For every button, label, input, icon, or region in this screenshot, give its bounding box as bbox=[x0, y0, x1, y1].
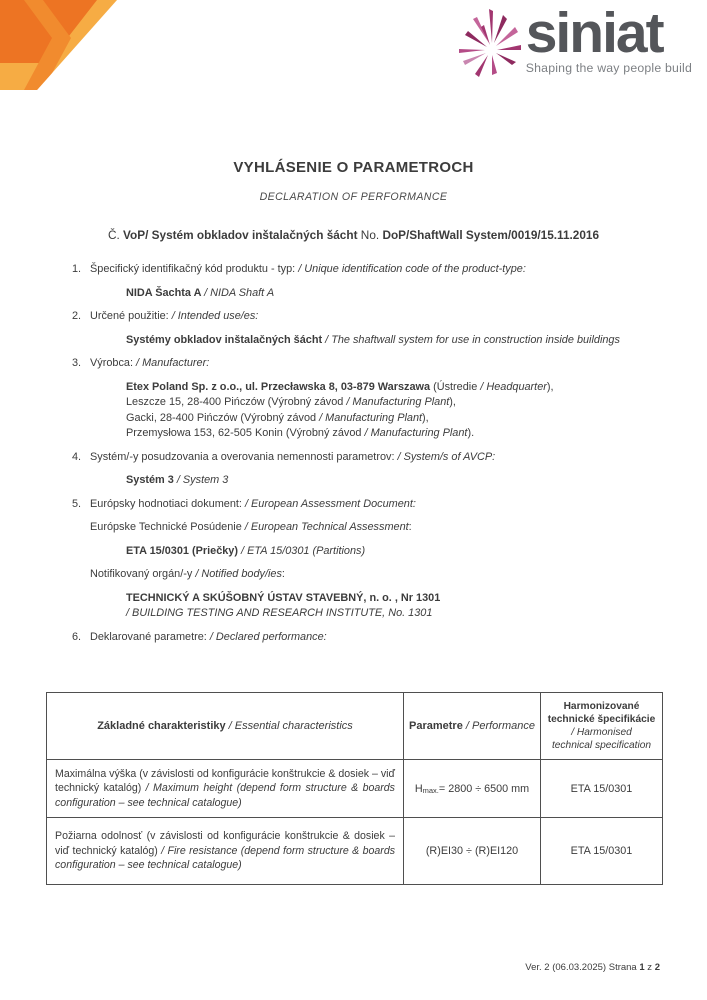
text-segment: / Manufacturer: bbox=[136, 357, 210, 369]
text-segment: Leszcze 15, 28-400 Pińczów (Výrobný závod bbox=[126, 396, 347, 408]
list-item-3 bbox=[72, 356, 667, 372]
text-segment: No. bbox=[360, 228, 383, 242]
text-segment: / Unique identification code of the product-type: bbox=[298, 263, 526, 275]
corner-accent-graphic bbox=[0, 0, 118, 90]
text-segment: technical specification bbox=[551, 740, 652, 752]
address-line bbox=[126, 411, 667, 427]
text-segment: z bbox=[644, 962, 655, 973]
text-segment: / Fire resistance (depend form structure & boards configuration – see technical catalogue) bbox=[55, 844, 396, 872]
text-segment: / Notified body/ies bbox=[195, 568, 282, 580]
brand-text bbox=[525, 1, 692, 75]
list-item-4 bbox=[72, 450, 667, 466]
document-subtitle: DECLARATION OF PERFORMANCE bbox=[259, 191, 448, 203]
table-row-max-height bbox=[47, 760, 663, 818]
text-segment: : bbox=[408, 521, 412, 533]
text-segment: : bbox=[281, 568, 285, 580]
text-segment: Európsky hodnotiaci dokument: bbox=[90, 497, 245, 510]
text-segment: / System/s of AVCP: bbox=[397, 450, 496, 463]
text-segment: Systémy obkladov inštalačných šácht bbox=[126, 333, 326, 346]
text-segment: / Intended use/es: bbox=[171, 310, 259, 322]
notified-body-name-en bbox=[126, 606, 667, 622]
text-segment: Požiarna odolnosť (v závislosti od konfigurácie konštrukcie & dosiek – viď technický katalóg) bbox=[55, 830, 395, 857]
item-label bbox=[90, 309, 258, 325]
col-header-harmonised-spec bbox=[541, 693, 663, 760]
text-segment: Maximálna výška (v závislosti od konfigurácie konštrukcie & dosiek – viď technický katalóg) bbox=[55, 767, 395, 795]
text-segment: Európske Technické Posúdenie bbox=[90, 521, 245, 533]
item-label bbox=[90, 630, 327, 646]
text-segment: VoP/ Systém obkladov inštalačných šácht bbox=[123, 228, 361, 242]
text-segment: Č. bbox=[107, 228, 124, 242]
text-segment: technické špecifikácie bbox=[547, 713, 656, 725]
avcp-system-value bbox=[126, 473, 667, 489]
table-header-row bbox=[47, 693, 663, 760]
cell-characteristic bbox=[47, 818, 404, 885]
eta-number-value bbox=[126, 544, 667, 560]
item-number: 4. bbox=[72, 450, 82, 463]
list-item-2 bbox=[72, 309, 667, 325]
item-label bbox=[90, 450, 495, 466]
text-segment: Systém 3 bbox=[126, 474, 177, 486]
item-label bbox=[90, 497, 416, 513]
text-segment: / Essential characteristics bbox=[228, 720, 353, 732]
text-segment: Základné charakteristiky bbox=[97, 720, 229, 732]
text-segment: Výrobca: bbox=[90, 357, 137, 369]
item-number: 3. bbox=[72, 357, 82, 369]
declaration-list bbox=[72, 262, 667, 645]
text-segment: Przemysłowa 153, 62-505 Konin (Výrobný závod bbox=[126, 427, 365, 439]
text-segment: / ETA 15/0301 (Partitions) bbox=[241, 544, 366, 557]
text-segment: Etex Poland Sp. z o.o., ul. Przecławska 8, 03-879 Warszawa bbox=[126, 380, 434, 393]
address-line bbox=[126, 426, 667, 442]
text-segment: / Harmonised bbox=[571, 727, 632, 738]
declared-performance-table bbox=[46, 692, 663, 885]
product-type-value bbox=[126, 286, 667, 302]
manufacturer-addresses bbox=[126, 380, 667, 442]
col-header-essential-characteristics bbox=[47, 693, 404, 760]
text-segment: ). bbox=[467, 427, 475, 439]
text-segment: / Headquarter bbox=[480, 380, 547, 393]
text-segment: Systém/-y posudzovania a overovania nemennosti parametrov: bbox=[90, 450, 398, 463]
text-segment: / Declared performance: bbox=[209, 630, 327, 643]
document-number bbox=[0, 228, 707, 243]
cell-performance bbox=[404, 760, 541, 818]
text-segment: (Ústredie bbox=[433, 380, 481, 393]
starburst-icon bbox=[459, 9, 523, 86]
text-segment: Určené použitie: bbox=[90, 310, 172, 322]
text-segment: / Manufacturing Plant bbox=[364, 427, 468, 439]
text-segment: / System 3 bbox=[176, 474, 229, 486]
list-item-6 bbox=[72, 630, 667, 646]
text-segment: / Performance bbox=[465, 720, 535, 732]
text-segment: / Manufacturing Plant bbox=[319, 411, 423, 424]
text-segment: 1 bbox=[639, 962, 645, 973]
item-label bbox=[90, 356, 209, 372]
text-segment: ), bbox=[422, 411, 429, 424]
text-segment: / Manufacturing Plant bbox=[346, 396, 450, 408]
text-segment: DoP/ShaftWall System/0019/15.11.2016 bbox=[382, 228, 600, 242]
notified-body-name bbox=[126, 591, 667, 607]
text-segment: / BUILDING TESTING AND RESEARCH INSTITUTE, No. 1301 bbox=[126, 607, 433, 619]
cell-performance bbox=[404, 818, 541, 885]
text-segment: / Maximum height (depend form structure & boards configuration – see technical catalogue) bbox=[55, 782, 395, 809]
cell-harmonised-spec: ETA 15/0301 bbox=[541, 818, 663, 885]
text-segment: Deklarované parametre: bbox=[90, 630, 210, 643]
text-segment: Ver. 2 (06.03.2025) Strana bbox=[525, 962, 640, 973]
text-segment: Gacki, 28-400 Pińczów (Výrobný závod bbox=[126, 411, 320, 424]
address-line bbox=[126, 395, 667, 411]
item-label bbox=[90, 262, 526, 278]
item-number: 2. bbox=[72, 310, 82, 322]
text-segment: Notifikovaný orgán/-y bbox=[90, 568, 196, 580]
address-line bbox=[126, 380, 667, 396]
siniat-logo bbox=[459, 1, 692, 86]
intended-use-value bbox=[126, 333, 667, 349]
text-segment: / European Technical Assessment bbox=[244, 521, 409, 533]
text-segment: ETA 15/0301 (Priečky) bbox=[126, 544, 242, 557]
orange-chevron-icon bbox=[0, 0, 118, 90]
brand-wordmark: siniat bbox=[525, 1, 663, 65]
text-segment: = 2800 ÷ 6500 mm bbox=[438, 782, 530, 795]
eta-assessment-line bbox=[90, 520, 667, 536]
text-segment: NIDA Šachta A bbox=[126, 286, 205, 299]
document-title: VYHLÁSENIE O PARAMETROCH bbox=[233, 159, 474, 176]
text-segment: Parametre bbox=[409, 720, 466, 732]
item-number: 6. bbox=[72, 630, 82, 643]
text-segment: TECHNICKÝ A SKÚŠOBNÝ ÚSTAV STAVEBNÝ, n. o. , Nr 1301 bbox=[126, 591, 441, 604]
text-segment: / European Assessment Document: bbox=[244, 497, 416, 510]
text-segment: / The shaftwall system for use in construction inside buildings bbox=[325, 333, 620, 346]
text-segment: ), bbox=[546, 380, 554, 393]
notified-body-value bbox=[126, 591, 667, 622]
cell-characteristic bbox=[47, 760, 404, 818]
list-item-1 bbox=[72, 262, 667, 278]
item-number: 5. bbox=[72, 497, 82, 510]
text-segment: Harmonizované bbox=[563, 700, 640, 712]
text-segment: max. bbox=[422, 785, 439, 795]
text-segment: / NIDA Shaft A bbox=[204, 286, 275, 299]
page-footer bbox=[525, 962, 660, 974]
col-header-performance bbox=[404, 693, 541, 760]
brand-tagline: Shaping the way people build bbox=[525, 61, 692, 75]
text-segment: 2 bbox=[654, 962, 660, 973]
table-row-fire-resistance bbox=[47, 818, 663, 885]
text-segment: (R)EI30 ÷ (R)EI120 bbox=[425, 845, 519, 857]
item-number: 1. bbox=[72, 263, 82, 275]
list-item-5 bbox=[72, 497, 667, 513]
cell-harmonised-spec: ETA 15/0301 bbox=[541, 760, 663, 818]
text-segment: ), bbox=[449, 396, 456, 408]
text-segment: H bbox=[414, 782, 423, 795]
notified-body-line bbox=[90, 567, 667, 583]
text-segment: Špecifický identifikačný kód produktu - typ: bbox=[90, 263, 299, 275]
